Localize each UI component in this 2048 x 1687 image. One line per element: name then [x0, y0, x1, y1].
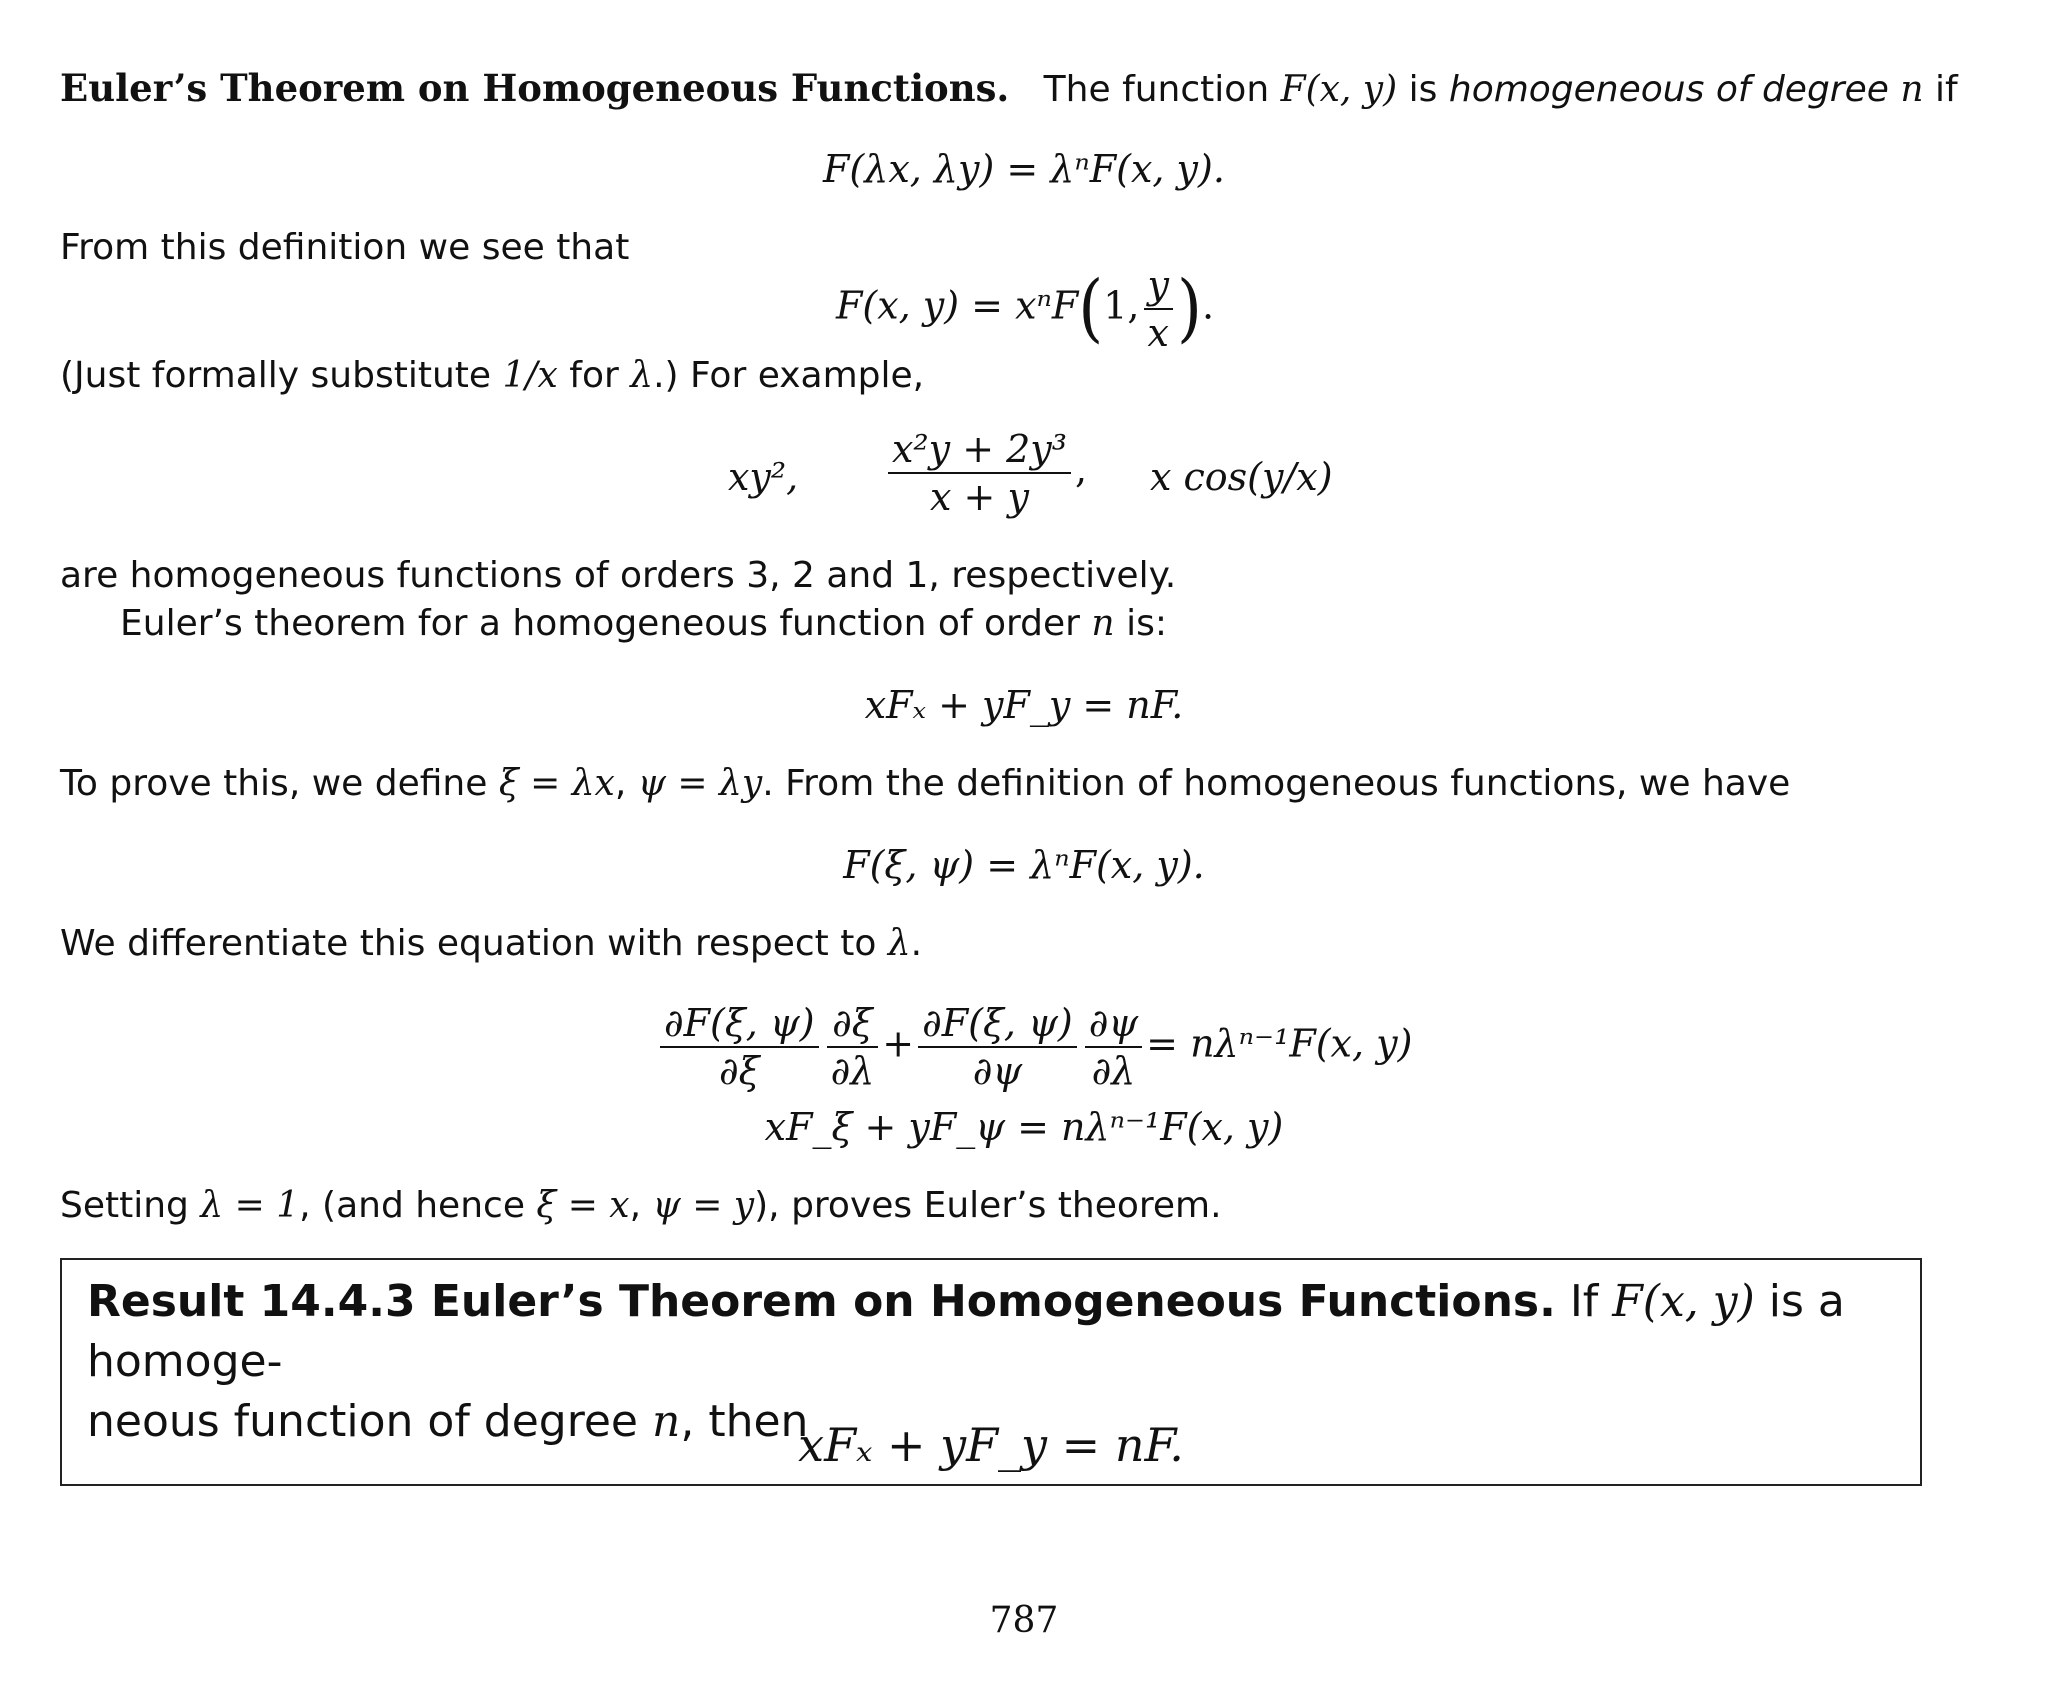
right-paren: ) — [1176, 266, 1202, 352]
result-text-a: If — [1569, 1276, 1599, 1327]
example-2-numerator: x²y + 2y³ — [888, 426, 1071, 474]
derivative-equation — [656, 1000, 1412, 1094]
substitute-c: .) For example, — [653, 355, 925, 396]
consequence-equation — [836, 262, 1214, 356]
example-2-comma: , — [1075, 447, 1088, 492]
consequence-end: . — [1201, 283, 1215, 328]
derivative-1-numerator: ∂F(ξ, ψ) — [660, 1000, 819, 1048]
prove-math-1: ξ = λx — [498, 763, 615, 804]
substitute-math: 1/x — [502, 355, 558, 396]
derivative-4-numerator: ∂ψ — [1085, 1000, 1142, 1048]
intro-n: n — [1900, 69, 1924, 110]
substitute-b: for — [569, 355, 619, 396]
page-number: 787 — [989, 1600, 1059, 1641]
intro-math: F(x, y) — [1280, 69, 1398, 110]
euler-intro-a: Euler’s theorem for a homogeneous function of order — [120, 603, 1080, 644]
setting-b: , (and hence — [299, 1185, 525, 1226]
result-math: F(x, y) — [1612, 1276, 1755, 1327]
setting-a: Setting — [60, 1185, 189, 1226]
euler-intro-n: n — [1091, 603, 1115, 644]
derivative-fraction-3 — [918, 1000, 1077, 1094]
consequence-left: F(x, y) = xⁿF — [836, 283, 1079, 328]
result-text-b: is a homoge- — [87, 1276, 1845, 1387]
euler-intro — [120, 602, 1167, 646]
intro-mid: is — [1408, 69, 1438, 110]
setting-math-3: ψ = y — [652, 1185, 755, 1226]
result-title: Result 14.4.3 Euler’s Theorem on Homogeneous Functions. — [87, 1276, 1556, 1327]
result-box — [60, 1258, 1922, 1486]
setting-math-1: λ = 1 — [200, 1185, 300, 1226]
differentiate-a: We differentiate this equation with respect to — [60, 923, 877, 964]
derivative-2-denominator: ∂λ — [830, 1049, 875, 1093]
orders-text: are homogeneous functions of orders 3, 2 and 1, respectively. — [60, 555, 1177, 596]
result-n: n — [652, 1396, 681, 1447]
section-intro — [60, 66, 1958, 112]
derivative-fraction-1 — [660, 1000, 819, 1094]
example-1: xy², — [728, 455, 799, 499]
prove-b: . From the definition of homogeneous functions, we have — [762, 763, 1791, 804]
prove-line — [60, 762, 1790, 806]
intro-emphasis: homogeneous of degree — [1448, 69, 1889, 110]
setting-comma: , — [629, 1185, 642, 1226]
derivative-fraction-2 — [827, 1000, 879, 1094]
example-2 — [884, 426, 1087, 520]
setting-c: ), proves Euler’s theorem. — [754, 1185, 1222, 1226]
derivative-rhs: = nλⁿ⁻¹F(x, y) — [1146, 1021, 1413, 1066]
example-3: x cos(y/x) — [1150, 455, 1333, 499]
consequence-denominator: x — [1147, 311, 1169, 355]
derivative-fraction-4 — [1085, 1000, 1142, 1094]
euler-intro-b: is: — [1126, 603, 1167, 644]
derivative-3-denominator: ∂ψ — [972, 1049, 1023, 1093]
from-definition-text: From this definition we see that — [60, 227, 630, 268]
differentiate-lambda: λ — [887, 923, 911, 964]
derivative-line-2: xF_ξ + yF_ψ = nλⁿ⁻¹F(x, y) — [764, 1105, 1284, 1149]
differentiate-line — [60, 922, 922, 966]
consequence-numerator: y — [1144, 262, 1173, 310]
left-paren: ( — [1078, 266, 1104, 352]
section-heading: Euler’s Theorem on Homogeneous Functions. — [60, 66, 1010, 110]
prove-a: To prove this, we define — [60, 763, 488, 804]
euler-equation: xFₓ + yF_y = nF. — [864, 683, 1184, 727]
derivative-2-numerator: ∂ξ — [827, 1000, 879, 1048]
derivative-1-denominator: ∂ξ — [718, 1049, 760, 1093]
result-equation: xFₓ + yF_y = nF. — [798, 1418, 1184, 1472]
intro-text: The function — [1043, 69, 1270, 110]
substitute-lambda: λ — [630, 355, 654, 396]
example-2-denominator: x + y — [930, 475, 1029, 519]
setting-line — [60, 1184, 1222, 1228]
example-2-fraction — [888, 426, 1071, 520]
prove-math-2: ψ = λy — [637, 763, 763, 804]
consequence-inner-left: 1, — [1103, 283, 1140, 328]
substitute-line — [60, 354, 924, 398]
result-text-c: neous function of degree — [87, 1396, 638, 1447]
derivative-plus: + — [882, 1021, 915, 1066]
definition-equation: F(λx, λy) = λⁿF(x, y). — [823, 147, 1225, 191]
derivative-4-denominator: ∂λ — [1091, 1049, 1136, 1093]
differentiate-b: . — [910, 923, 923, 964]
consequence-fraction — [1144, 262, 1173, 356]
intro-end: if — [1935, 69, 1958, 110]
setting-math-2: ξ = x — [536, 1185, 630, 1226]
substitute-a: (Just formally substitute — [60, 355, 492, 396]
result-text-d: , then — [680, 1396, 809, 1447]
prove-comma: , — [614, 763, 627, 804]
xi-psi-equation: F(ξ, ψ) = λⁿF(x, y). — [843, 843, 1205, 887]
derivative-3-numerator: ∂F(ξ, ψ) — [918, 1000, 1077, 1048]
